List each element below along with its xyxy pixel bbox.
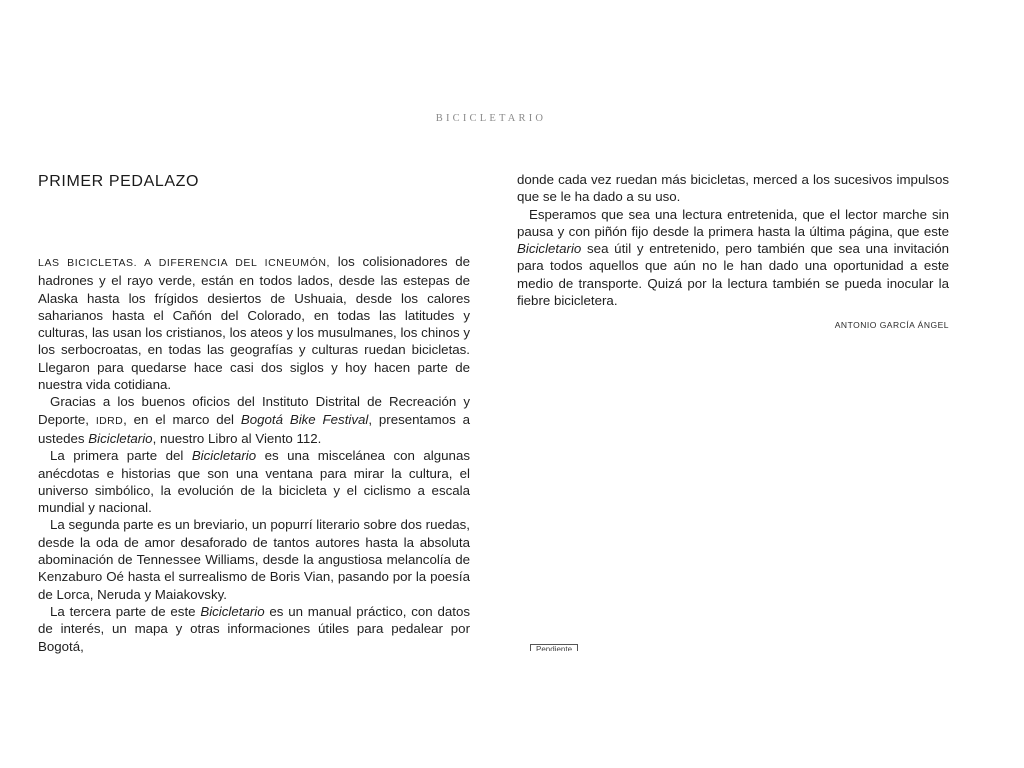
paragraph-1 [38,253,470,393]
paragraph-1-lead: LAS BICICLETAS. A DIFERENCIA DEL ICNEUMÓN, [38,257,331,269]
paragraph-5-a: La tercera parte de este [50,603,201,619]
paragraph-5-b: es un manual práctico, con datos de interés, un mapa y otras informaciones útiles para pedalear por Bogotá, [38,603,470,654]
paragraph-6: donde cada vez ruedan más bicicletas, merced a los sucesivos impulsos que se le ha dado a su uso. [517,172,949,205]
paragraph-3-b: es una miscelánea con algunas anécdotas e historias que son una ventana para mirar la cultura, el universo simbólico, la evolución de la bicicleta y el ciclismo a escala mundial y nacional. [38,448,470,516]
paragraph-2 [38,393,470,447]
bottom-tag: Pendiente [530,644,578,651]
paragraph-1-text: los colisionadores de hadrones y el rayo verde, están en todos lados, desde las estepas de Alaska hasta los frígidos desiertos de Ushuaia, desde los calores saharianos hasta el Cañón del Colorado, en todas las latitudes y culturas, las usan los cristianos, los ateos y los musulmanes, los chinos y los serbocroatas, en todas las geografías y culturas ruedan bicicletas. Llegaron para quedarse hace casi dos siglos y hoy hacen parte de nuestra vida cotidiana. [38,254,471,393]
author-signature: ANTONIO GARCÍA ÁNGEL [834,320,949,331]
paragraph-3 [38,447,470,516]
paragraph-7-b: sea útil y entretenido, pero también que sea una invitación para todos aquellos que aún no le han dado una oportunidad a este medio de transporte. Quizá por la lectura también se pueda inocular la fiebre bicicletera. [517,241,949,309]
paragraph-2-a: Gracias a los buenos oficios del Instituto Distrital de Recreación y Deporte, [38,394,470,427]
paragraph-7-book: Bicicletario [517,241,582,257]
paragraph-7 [517,206,949,310]
chapter-title: PRIMER PEDALAZO [38,173,200,190]
paragraph-7-a: Esperamos que sea una lectura entretenida, que el lector marche sin pausa y con piñón fijo desde la primera hasta la última página, que este [517,206,949,239]
paragraph-2-c: , presentamos a ustedes [38,411,470,446]
paragraph-2-b: , en el marco del [123,411,241,427]
paragraph-3-book: Bicicletario [191,448,257,464]
paragraph-2-book: Bicicletario [88,430,153,446]
paragraph-3-a: La primera parte del [50,448,192,464]
paragraph-2-acronym: IDRD [95,414,124,427]
paragraph-4: La segunda parte es un breviario, un popurrí literario sobre dos ruedas, desde la oda de amor desaforado de tantos autores hasta la absoluta abominación de Tennessee Williams, desde la angustiosa melancolía de Kenzaburo Oé hasta el surrealismo de Boris Vian, pasando por la poesía de Lorca, Neruda y Maiakovsky. [38,517,470,602]
left-column [38,171,470,655]
paragraph-2-d: , nuestro Libro al Viento 112. [152,430,322,446]
right-column [517,171,949,335]
paragraph-5-book: Bicicletario [200,603,265,619]
paragraph-5 [38,603,470,655]
running-head: BICICLETARIO [435,113,547,124]
paragraph-2-festival: Bogotá Bike Festival [240,411,369,427]
